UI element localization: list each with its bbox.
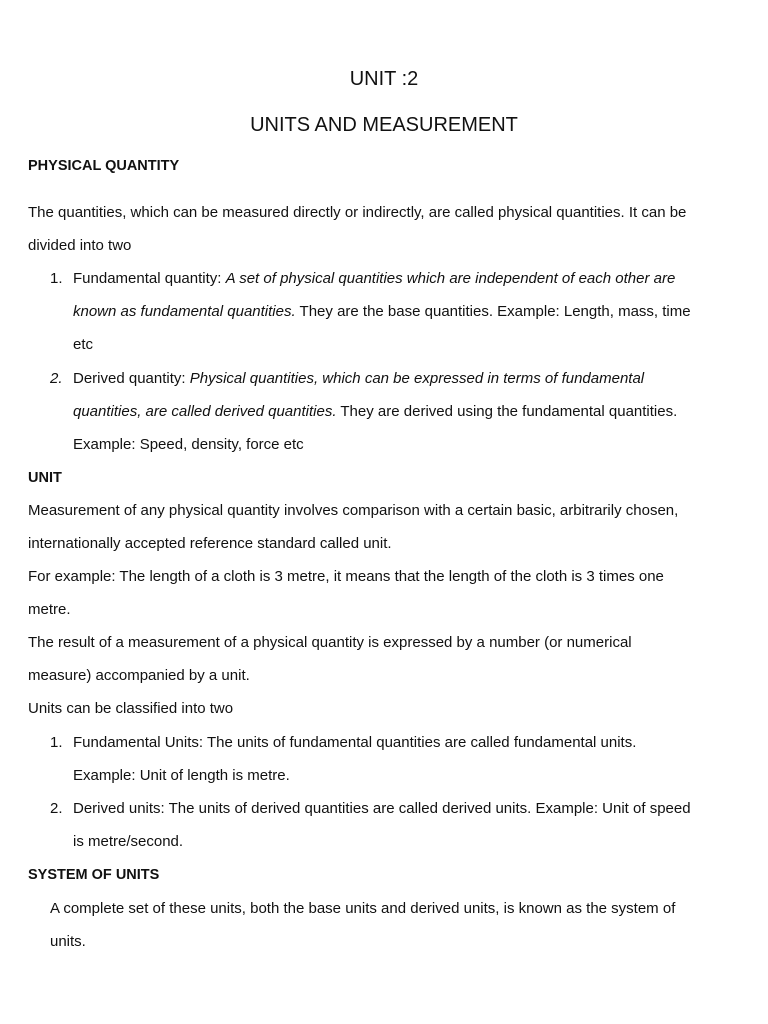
unit-paragraph2-line1: For example: The length of a cloth is 3 metre, it means that the length of the cloth is 3 times one xyxy=(28,568,664,585)
definition-text: quantities, are called derived quantities. xyxy=(73,403,337,420)
list-item-fundamental-units-line2: Example: Unit of length is metre. xyxy=(73,767,290,784)
unit-paragraph1-line1: Measurement of any physical quantity involves comparison with a certain basic, arbitrarily chosen, xyxy=(28,502,679,519)
list-item-fundamental-units-line1: Fundamental Units: The units of fundamental quantities are called fundamental units. xyxy=(73,734,637,751)
unit-paragraph4: Units can be classified into two xyxy=(28,700,234,717)
list-item-derived-quantity-line2 xyxy=(73,402,677,422)
heading-system-of-units: SYSTEM OF UNITS xyxy=(28,867,160,883)
list-number: 2. xyxy=(50,370,63,387)
list-number: 1. xyxy=(50,270,63,287)
list-item-derived-units-line2: is metre/second. xyxy=(73,833,184,850)
definition-text: Physical quantities, which can be expressed in terms of fundamental xyxy=(189,370,645,387)
heading-physical-quantity: PHYSICAL QUANTITY xyxy=(28,158,180,174)
physical-quantity-intro-line1: The quantities, which can be measured directly or indirectly, are called physical quantities. It can be xyxy=(28,204,687,221)
term-label: Fundamental quantity: xyxy=(73,270,226,287)
list-item-fundamental-quantity-line3: etc xyxy=(73,336,94,353)
system-of-units-line2: units. xyxy=(50,933,86,950)
unit-paragraph2-line2: metre. xyxy=(28,601,71,618)
definition-text: known as fundamental quantities. xyxy=(73,303,296,320)
chapter-title: UNITS AND MEASUREMENT xyxy=(250,114,518,136)
unit-title: UNIT :2 xyxy=(349,68,419,90)
description-text: They are derived using the fundamental quantities. xyxy=(336,403,678,420)
unit-paragraph1-line2: internationally accepted reference standard called unit. xyxy=(28,535,392,552)
description-text: They are the base quantities. Example: Length, mass, time xyxy=(295,303,691,320)
list-item-fundamental-quantity-line2 xyxy=(73,302,691,322)
system-of-units-line1: A complete set of these units, both the base units and derived units, is known as the system of xyxy=(50,900,676,917)
list-item-derived-quantity-line3: Example: Speed, density, force etc xyxy=(73,436,304,453)
list-item-fundamental-quantity-line1 xyxy=(73,269,675,289)
term-label: Derived quantity: xyxy=(73,370,190,387)
list-number: 1. xyxy=(50,734,63,751)
definition-text: A set of physical quantities which are independent of each other are xyxy=(225,270,676,287)
list-item-derived-quantity-line1 xyxy=(73,369,644,389)
unit-paragraph3-line1: The result of a measurement of a physical quantity is expressed by a number (or numerical xyxy=(28,634,632,651)
heading-unit: UNIT xyxy=(28,470,62,486)
list-number: 2. xyxy=(50,800,63,817)
physical-quantity-intro-line2: divided into two xyxy=(28,237,132,254)
list-item-derived-units-line1: Derived units: The units of derived quantities are called derived units. Example: Unit of speed xyxy=(73,800,691,817)
unit-paragraph3-line2: measure) accompanied by a unit. xyxy=(28,667,250,684)
